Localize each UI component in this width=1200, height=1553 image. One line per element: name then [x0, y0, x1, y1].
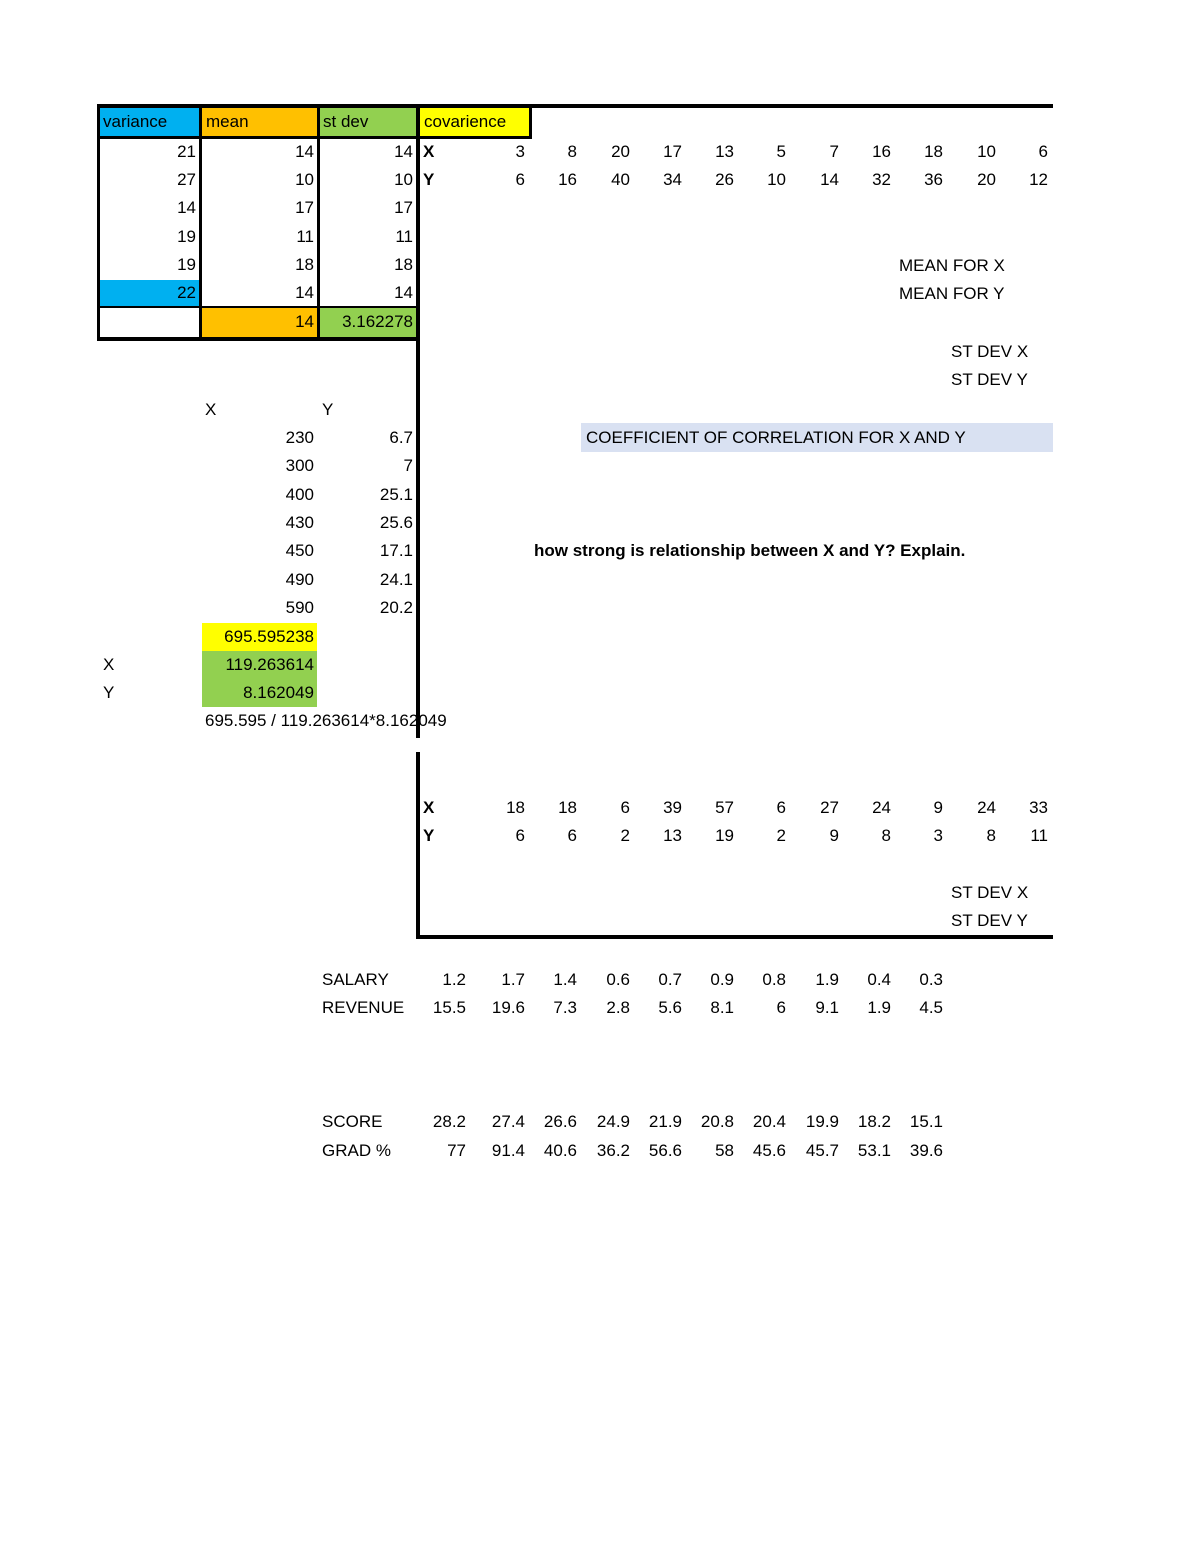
- xy2-y-value: 6: [515, 826, 525, 845]
- mean-cell: 17: [295, 198, 314, 217]
- revenue-value: 9.1: [815, 998, 839, 1017]
- stdev-x-label: ST DEV X: [951, 342, 1029, 361]
- xy2-y-label: Y: [423, 826, 435, 845]
- mean-for-x-label: MEAN FOR X: [899, 256, 1005, 275]
- revenue-value: 5.6: [658, 998, 682, 1017]
- xy2-y-value: 6: [567, 826, 577, 845]
- xy1-x-value: 20: [611, 142, 630, 161]
- xy2-y-value: 9: [829, 826, 839, 845]
- xy1-x-value: 6: [1038, 142, 1048, 161]
- stdev-cell: 14: [394, 283, 413, 302]
- salary-value: 1.2: [442, 970, 466, 989]
- variance-cell: 19: [177, 255, 196, 274]
- main-vertical-border: [416, 104, 420, 738]
- xy1-x-value: 8: [567, 142, 577, 161]
- stdev-cell: 11: [395, 227, 413, 246]
- xy1-x-value: 10: [977, 142, 996, 161]
- xy1-y-value: 16: [558, 170, 577, 189]
- xy1-x-value: 3: [515, 142, 525, 161]
- salary-value: 0.3: [919, 970, 943, 989]
- score-value: 21.9: [648, 1112, 682, 1131]
- salary-value: 0.7: [658, 970, 682, 989]
- xy1-y-label: Y: [423, 170, 435, 189]
- revenue-value: 2.8: [606, 998, 630, 1017]
- xy1-y-value: 20: [977, 170, 996, 189]
- xy2-x-value: 27: [820, 798, 839, 817]
- xcol-value: 450: [285, 541, 314, 560]
- xy1-x-value: 7: [829, 142, 839, 161]
- ycol-value: 17.1: [379, 541, 413, 560]
- ycol-value: 24.1: [379, 570, 413, 589]
- grad-value: 45.6: [752, 1141, 786, 1160]
- revenue-value: 6: [776, 998, 786, 1017]
- salary-value: 0.4: [867, 970, 891, 989]
- variance-cell: 14: [177, 198, 196, 217]
- grad-value: 39.6: [909, 1141, 943, 1160]
- xy2-y-value: 11: [1030, 826, 1048, 845]
- xcol-value: 590: [285, 598, 314, 617]
- score-value: 27.4: [491, 1112, 525, 1131]
- xcol-header: X: [205, 400, 217, 419]
- xy2-x-value: 9: [933, 798, 943, 817]
- score-value: 19.9: [805, 1112, 839, 1131]
- xy1-y-value: 10: [767, 170, 786, 189]
- xy1-x-value: 17: [663, 142, 682, 161]
- xy2-y-value: 19: [715, 826, 734, 845]
- variance-header: variance: [103, 112, 168, 131]
- stdev-cell: 10: [394, 170, 413, 189]
- xy2-x-value: 39: [663, 798, 682, 817]
- question-text: how strong is relationship between X and Y? Explain.: [534, 541, 966, 560]
- xy1-x-value: 16: [872, 142, 891, 161]
- xy2-y-value: 3: [933, 826, 943, 845]
- xy2-y-value: 13: [663, 826, 682, 845]
- xy1-x-value: 5: [776, 142, 786, 161]
- xy2-x-value: 24: [872, 798, 891, 817]
- variance-cell: 21: [177, 142, 196, 161]
- xy2-y-value: 8: [986, 826, 996, 845]
- salary-label: SALARY: [322, 970, 389, 989]
- xy1-y-value: 32: [872, 170, 891, 189]
- stdev-header: st dev: [323, 112, 369, 131]
- revenue-value: 8.1: [710, 998, 734, 1017]
- lower-vertical-border: [416, 752, 420, 939]
- grad-value: 91.4: [491, 1141, 525, 1160]
- mean-for-y-label: MEAN FOR Y: [899, 284, 1005, 303]
- grad-value: 40.6: [543, 1141, 577, 1160]
- mean-cell: 14: [295, 142, 314, 161]
- mean-cell: 18: [295, 255, 314, 274]
- stdev-summary: 3.162278: [342, 312, 413, 331]
- ycol-value: 25.1: [379, 485, 413, 504]
- variance-cell: 27: [177, 170, 196, 189]
- score-value: 15.1: [909, 1112, 943, 1131]
- salary-value: 1.9: [815, 970, 839, 989]
- ycol-value: 6.7: [389, 428, 413, 447]
- xcol-value: 400: [285, 485, 314, 504]
- xy2-stdev-y-label: ST DEV Y: [951, 911, 1028, 930]
- xy2-x-value: 18: [506, 798, 525, 817]
- salary-value: 0.9: [710, 970, 734, 989]
- xy2-x-value: 6: [620, 798, 630, 817]
- stdev-cell: 17: [394, 198, 413, 217]
- coefficient-label: COEFFICIENT OF CORRELATION FOR X AND Y: [586, 428, 966, 447]
- xcol-value: 300: [285, 456, 314, 475]
- grad-value: 36.2: [596, 1141, 630, 1160]
- xcol-value: 430: [285, 513, 314, 532]
- revenue-value: 7.3: [553, 998, 577, 1017]
- revenue-value: 1.9: [867, 998, 891, 1017]
- xy2-stdev-x-label: ST DEV X: [951, 883, 1029, 902]
- xy1-y-value: 14: [820, 170, 839, 189]
- xy1-x-label: X: [423, 142, 435, 161]
- xy2-y-value: 8: [881, 826, 891, 845]
- salary-value: 1.4: [553, 970, 577, 989]
- revenue-value: 15.5: [432, 998, 466, 1017]
- grad-value: 56.6: [648, 1141, 682, 1160]
- score-value: 18.2: [857, 1112, 891, 1131]
- salary-value: 1.7: [501, 970, 525, 989]
- bottom-border: [416, 935, 1053, 939]
- xy2-x-value: 24: [977, 798, 996, 817]
- grad-value: 53.1: [857, 1141, 891, 1160]
- xy1-y-value: 36: [924, 170, 943, 189]
- salary-value: 0.8: [762, 970, 786, 989]
- xy2-y-value: 2: [620, 826, 630, 845]
- stdev-y-value: 8.162049: [243, 683, 314, 702]
- grad-value: 45.7: [805, 1141, 839, 1160]
- xy1-y-value: 34: [663, 170, 682, 189]
- grad-value: 77: [447, 1141, 466, 1160]
- xy2-x-value: 6: [776, 798, 786, 817]
- xy2-y-value: 2: [776, 826, 786, 845]
- revenue-label: REVENUE: [322, 998, 405, 1017]
- xy2-x-value: 57: [715, 798, 734, 817]
- score-value: 20.8: [700, 1112, 734, 1131]
- xy1-x-value: 18: [924, 142, 943, 161]
- variance-cell: 19: [177, 227, 196, 246]
- mean-cell: 11: [296, 227, 314, 246]
- xy1-y-value: 12: [1029, 170, 1048, 189]
- xy1-y-value: 6: [515, 170, 525, 189]
- xy2-x-value: 33: [1029, 798, 1048, 817]
- mean-header: mean: [206, 112, 249, 131]
- xcol-value: 230: [285, 428, 314, 447]
- grad-label: GRAD %: [322, 1141, 391, 1160]
- revenue-value: 19.6: [491, 998, 525, 1017]
- xy2-x-label: X: [423, 798, 435, 817]
- variance-cell: 22: [177, 283, 196, 302]
- score-label: SCORE: [322, 1112, 383, 1131]
- ycol-value: 7: [403, 456, 413, 475]
- xy2-x-value: 18: [558, 798, 577, 817]
- mean-cell: 14: [295, 283, 314, 302]
- score-value: 20.4: [752, 1112, 786, 1131]
- stdev-x-row-label: X: [103, 655, 115, 674]
- stdev-y-row-label: Y: [103, 683, 115, 702]
- grad-value: 58: [715, 1141, 734, 1160]
- table-bottom-border: [97, 337, 419, 341]
- stdev-x-value: 119.263614: [225, 655, 314, 674]
- covariance-value: 695.595238: [224, 627, 314, 646]
- revenue-value: 4.5: [919, 998, 943, 1017]
- mean-summary: 14: [295, 312, 314, 331]
- score-value: 26.6: [543, 1112, 577, 1131]
- xcol-value: 490: [285, 570, 314, 589]
- stdev-cell: 18: [394, 255, 413, 274]
- stdev-cell: 14: [394, 142, 413, 161]
- col-divider-3: [529, 104, 532, 139]
- salary-value: 0.6: [606, 970, 630, 989]
- ycol-value: 25.6: [379, 513, 413, 532]
- xy1-y-value: 26: [715, 170, 734, 189]
- ycol-value: 20.2: [379, 598, 413, 617]
- covariance-header: covarience: [424, 112, 507, 131]
- ycol-header: Y: [322, 400, 334, 419]
- score-value: 24.9: [596, 1112, 630, 1131]
- xy1-y-value: 40: [611, 170, 630, 189]
- mean-cell: 10: [295, 170, 314, 189]
- xy1-x-value: 13: [715, 142, 734, 161]
- score-value: 28.2: [432, 1112, 466, 1131]
- correlation-formula: 695.595 / 119.263614*8.162049: [205, 711, 447, 730]
- stdev-y-label: ST DEV Y: [951, 370, 1028, 389]
